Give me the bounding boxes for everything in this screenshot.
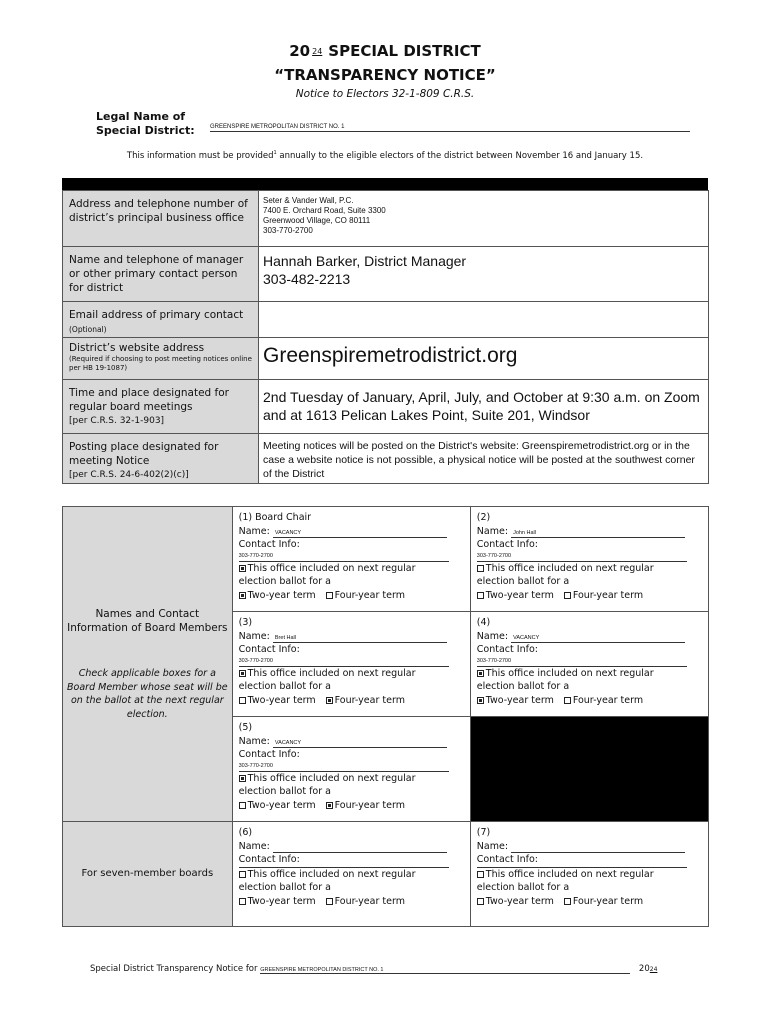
info-text-b: annually to the eligible electors of the district between November 16 and January 15. (276, 150, 644, 161)
ballot-included-label: This office included on next regular (485, 667, 654, 679)
legal-name-label-line1: Legal Name of (96, 110, 186, 123)
board-member-4 (470, 612, 708, 717)
ballot-included-checkbox[interactable] (239, 565, 246, 572)
four-year-term-checkbox[interactable] (564, 697, 571, 704)
name-label: Name: (238, 735, 270, 747)
member-number: (5) (238, 722, 253, 733)
email-value[interactable] (259, 302, 709, 338)
meetings-value[interactable]: 2nd Tuesday of January, April, July, and October at 9:30 a.m. on Zoom and at 1613 Pelican Lakes Point, Suite 201, Windsor (259, 380, 709, 434)
address-line4: 303-770-2700 (263, 226, 313, 235)
posting-label-text: Posting place designated for meeting Notice (69, 441, 219, 467)
ballot-line2: election ballot for a (476, 882, 570, 893)
four-year-term-label: Four-year term (572, 895, 644, 907)
two-year-term-label: Two-year term (485, 895, 554, 907)
board-member-1 (232, 507, 470, 612)
document-title-line2: “TRANSPARENCY NOTICE” (274, 66, 496, 84)
member-name-row (477, 630, 704, 644)
two-year-term-checkbox[interactable] (239, 802, 246, 809)
four-year-term-checkbox[interactable] (564, 592, 571, 599)
name-label: Name: (238, 525, 270, 537)
meetings-label (63, 380, 259, 434)
footer-year-suffix: 24 (649, 966, 658, 973)
title-year-prefix: 20 (289, 42, 311, 60)
board-members-title: Names and Contact Information of Board Members (67, 608, 228, 634)
website-label (63, 338, 259, 380)
footer-year (639, 964, 657, 974)
ballot-included-label: This office included on next regular (485, 562, 654, 574)
member-contact-field[interactable]: 303-770-2700 (239, 657, 449, 667)
manager-value[interactable] (259, 247, 709, 302)
ballot-included-label: This office included on next regular (247, 772, 416, 784)
name-label: Name: (476, 525, 509, 537)
website-value[interactable]: Greenspiremetrodistrict.org (259, 338, 709, 380)
legal-name-label (96, 110, 195, 138)
blacked-out-cell (470, 717, 708, 822)
address-line1: Seter & Vander Wall, P.C. (263, 196, 354, 205)
board-members-note: Check applicable boxes for a Board Member whose seat will be on the ballot at the next regular election. (67, 668, 228, 720)
ballot-line2: election ballot for a (476, 576, 570, 587)
ballot-included-row (477, 667, 704, 681)
ballot-included-checkbox[interactable] (239, 871, 246, 878)
four-year-term-checkbox[interactable] (326, 697, 333, 704)
board-member-7 (470, 822, 708, 927)
board-members-label (63, 507, 233, 822)
two-year-term-label: Two-year term (247, 589, 316, 601)
member-name-row (239, 840, 466, 854)
member-contact-field[interactable]: 303-770-2700 (477, 657, 687, 667)
four-year-term-label: Four-year term (572, 589, 644, 601)
member-number: (3) (238, 617, 253, 628)
member-name-row (239, 525, 466, 539)
seven-member-label: For seven-member boards (63, 822, 233, 927)
ballot-included-label: This office included on next regular (485, 868, 654, 880)
email-label-text: Email address of primary contact (69, 309, 244, 321)
contact-label: Contact Info: (476, 854, 538, 865)
posting-label (63, 434, 259, 484)
footer-label: Special District Transparency Notice for (90, 964, 258, 974)
member-contact-field[interactable]: 303-770-2700 (239, 552, 449, 562)
member-number: (6) (238, 827, 253, 838)
two-year-term-checkbox[interactable] (477, 697, 484, 704)
district-info-table (62, 190, 709, 484)
member-name-row (477, 525, 704, 539)
ballot-line2: election ballot for a (238, 786, 331, 797)
document-title (0, 42, 770, 60)
four-year-term-label: Four-year term (334, 895, 405, 907)
contact-label: Contact Info: (238, 539, 300, 550)
legal-name-label-line2: Special District: (96, 124, 195, 137)
term-row (477, 694, 704, 708)
document-subtitle: Notice to Electors 32-1-809 C.R.S. (295, 88, 475, 100)
board-member-6 (232, 822, 470, 927)
name-label: Name: (476, 630, 509, 642)
term-row (239, 589, 466, 603)
member-name-field[interactable]: VACANCY (511, 634, 685, 643)
member-number: (1) Board Chair (238, 512, 312, 523)
contact-label: Contact Info: (238, 854, 300, 865)
posting-cite: [per C.R.S. 24-6-402(2)(c)] (69, 470, 189, 480)
table-header-bar (62, 178, 708, 190)
legal-name-field[interactable]: GREENSPIRE METROPOLITAN DISTRICT NO. 1 (210, 124, 690, 132)
ballot-included-row (239, 772, 466, 786)
two-year-term-label: Two-year term (485, 694, 554, 706)
ballot-line2: election ballot for a (238, 681, 331, 692)
manager-name: Hannah Barker, District Manager (263, 253, 467, 269)
email-label (63, 302, 259, 338)
ballot-included-row (239, 562, 466, 576)
ballot-included-label: This office included on next regular (247, 667, 416, 679)
ballot-included-checkbox[interactable] (477, 565, 484, 572)
board-member-5 (232, 717, 470, 822)
two-year-term-checkbox[interactable] (477, 592, 484, 599)
board-member-3 (232, 612, 470, 717)
two-year-term-label: Two-year term (247, 694, 316, 706)
ballot-included-checkbox[interactable] (477, 670, 484, 677)
two-year-term-label: Two-year term (247, 799, 316, 811)
footer (90, 964, 657, 974)
four-year-term-checkbox[interactable] (564, 898, 571, 905)
four-year-term-label: Four-year term (334, 799, 405, 811)
member-number: (2) (476, 512, 491, 523)
ballot-included-label: This office included on next regular (247, 868, 416, 880)
member-number: (4) (476, 617, 491, 628)
name-label: Name: (238, 630, 270, 642)
address-label: Address and telephone number of district’s principal business office (63, 191, 259, 247)
footer-year-prefix: 20 (638, 964, 650, 974)
info-text (0, 150, 770, 161)
info-footnote-marker: 1 (273, 150, 277, 156)
ballot-included-row (239, 667, 466, 681)
board-members-table (62, 506, 709, 927)
four-year-term-label: Four-year term (572, 694, 644, 706)
member-contact-field[interactable]: 303-770-2700 (477, 552, 687, 562)
member-name-field[interactable]: VACANCY (273, 529, 447, 538)
member-name-row (239, 735, 466, 749)
two-year-term-checkbox[interactable] (239, 697, 246, 704)
term-row (477, 589, 704, 603)
ballot-included-checkbox[interactable] (239, 775, 246, 782)
footer-district-field[interactable]: GREENSPIRE METROPOLITAN DISTRICT NO. 1 (260, 967, 630, 974)
two-year-term-checkbox[interactable] (477, 898, 484, 905)
ballot-included-row (239, 868, 466, 882)
two-year-term-checkbox[interactable] (239, 898, 246, 905)
ballot-included-checkbox[interactable] (239, 670, 246, 677)
ballot-included-row (477, 868, 704, 882)
four-year-term-checkbox[interactable] (326, 592, 333, 599)
email-optional-note: (Optional) (69, 325, 107, 334)
posting-value[interactable]: Meeting notices will be posted on the District's website: Greenspiremetrodistrict.org or in the case a website notice is not possible, a physical notice will be posted at the southwest corner of the District (259, 434, 709, 484)
term-row (477, 895, 704, 909)
two-year-term-label: Two-year term (485, 589, 554, 601)
member-name-field[interactable]: Bret Hall (273, 634, 447, 643)
member-name-row (239, 630, 466, 644)
term-row (239, 799, 466, 813)
title-text: SPECIAL DISTRICT (328, 42, 481, 60)
address-line3: Greenwood Village, CO 80111 (263, 216, 371, 225)
ballot-line2: election ballot for a (238, 882, 331, 893)
ballot-line2: election ballot for a (238, 576, 331, 587)
four-year-term-label: Four-year term (334, 589, 405, 601)
ballot-included-row (477, 562, 704, 576)
address-value[interactable] (259, 191, 709, 247)
term-row (239, 895, 466, 909)
contact-label: Contact Info: (476, 644, 538, 655)
contact-label: Contact Info: (238, 749, 300, 760)
board-member-2 (470, 507, 708, 612)
ballot-line2: election ballot for a (476, 681, 570, 692)
four-year-term-label: Four-year term (334, 694, 405, 706)
address-line2: 7400 E. Orchard Road, Suite 3300 (263, 206, 386, 215)
member-name-field[interactable]: VACANCY (273, 739, 447, 748)
ballot-included-label: This office included on next regular (247, 562, 416, 574)
member-name-field[interactable]: John Hall (511, 529, 685, 538)
contact-label: Contact Info: (476, 539, 538, 550)
contact-label: Contact Info: (238, 644, 300, 655)
name-label: Name: (238, 840, 270, 852)
two-year-term-checkbox[interactable] (239, 592, 246, 599)
ballot-included-checkbox[interactable] (477, 871, 484, 878)
info-text-a: This information must be provided (126, 150, 274, 161)
manager-label: Name and telephone of manager or other primary contact person for district (63, 247, 259, 302)
manager-phone: 303-482-2213 (263, 271, 351, 287)
meetings-cite: [per C.R.S. 32-1-903] (69, 416, 165, 426)
member-contact-field[interactable]: 303-770-2700 (239, 762, 449, 772)
name-label: Name: (476, 840, 509, 852)
website-note: (Required if choosing to post meeting notices online per HB 19-1087) (69, 355, 252, 372)
website-label-text: District’s website address (69, 342, 205, 354)
title-year-suffix: 24 (312, 47, 323, 56)
four-year-term-checkbox[interactable] (326, 898, 333, 905)
member-name-row (477, 840, 704, 854)
four-year-term-checkbox[interactable] (326, 802, 333, 809)
two-year-term-label: Two-year term (247, 895, 316, 907)
term-row (239, 694, 466, 708)
meetings-label-text: Time and place designated for regular board meetings (69, 387, 229, 413)
member-number: (7) (476, 827, 491, 838)
